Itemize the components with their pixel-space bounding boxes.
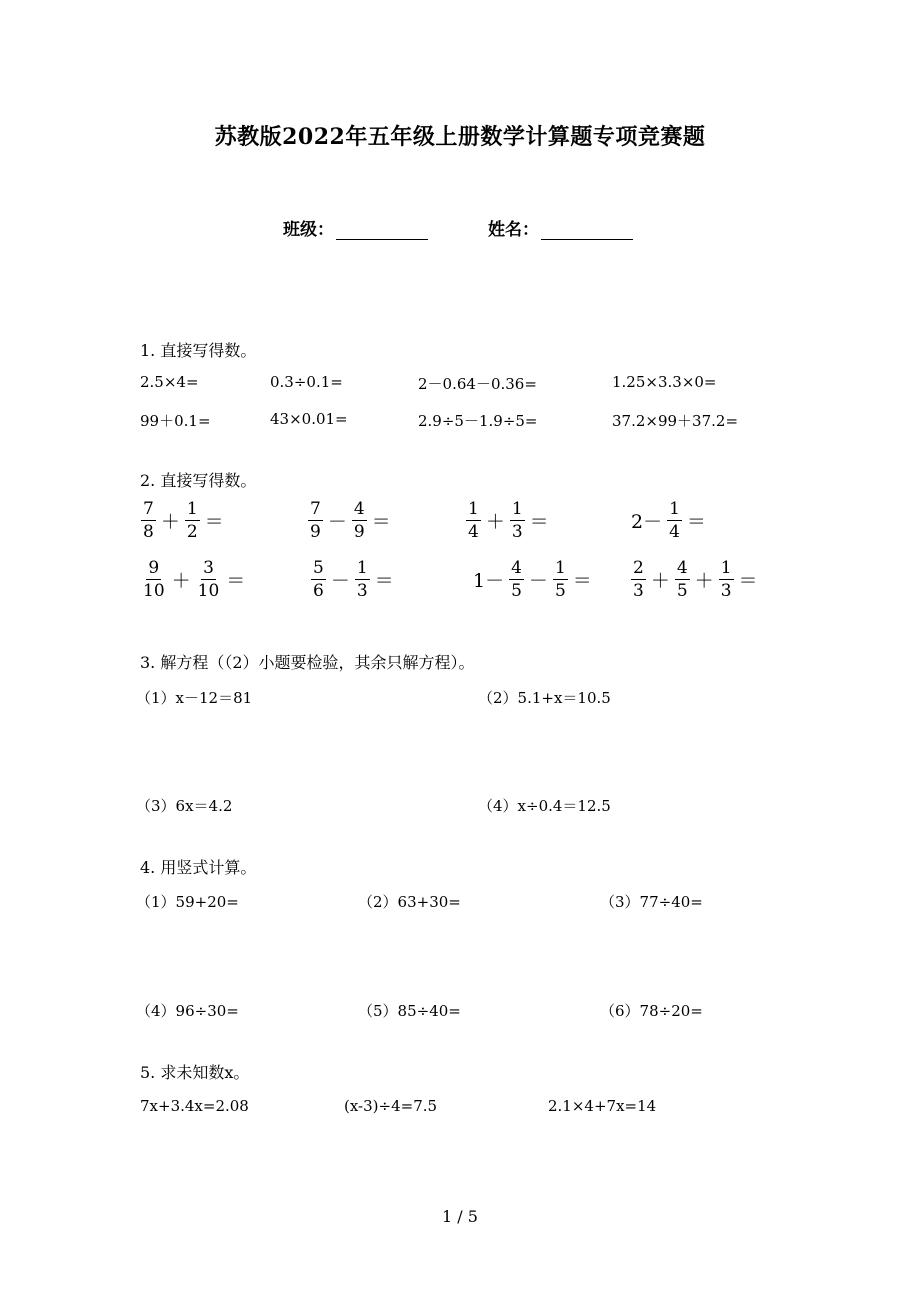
q4-item: （6）78÷20= xyxy=(600,1002,703,1020)
fraction: $\frac{1}{5}$ xyxy=(554,558,566,601)
fraction: $\frac{1}{4}$ xyxy=(669,499,680,542)
fraction: $\frac{1}{3}$ xyxy=(356,558,368,601)
name-label: 姓名： xyxy=(488,220,539,240)
q1-item: 2－0.64－0.36= xyxy=(418,375,537,393)
q5-item: (x-3)÷4=7.5 xyxy=(344,1097,438,1115)
q3-item: （1）x－12＝81 xyxy=(136,689,253,707)
fraction: $\frac{1}{3}$ xyxy=(720,558,732,601)
fraction: $\frac{2}{3}$ xyxy=(633,558,644,601)
q4-item: （5）85÷40= xyxy=(358,1002,461,1020)
fraction: $\frac{1}{4}$ xyxy=(468,499,479,542)
q2-expression-2: $\frac{7}{9}$ － $\frac{4}{9}$ ＝ xyxy=(310,499,391,542)
page-number: 1 / 5 xyxy=(442,1207,478,1226)
q4-item: （1）59+20= xyxy=(136,893,239,911)
page-title: 苏教版2022年五年级上册数学计算题专项竞赛题 xyxy=(214,124,706,150)
fraction: $\frac{7}{8}$ xyxy=(143,499,154,542)
q4-heading: 4. 用竖式计算。 xyxy=(140,858,257,877)
q3-item: （3）6x＝4.2 xyxy=(136,797,233,815)
q1-item: 0.3÷0.1= xyxy=(270,373,343,391)
q4-item: （4）96÷30= xyxy=(136,1002,239,1020)
q1-item: 43×0.01= xyxy=(270,410,348,428)
q1-heading: 1. 直接写得数。 xyxy=(140,341,257,360)
q2-expression-7: 1－ $\frac{4}{5}$ － $\frac{1}{5}$ ＝ xyxy=(473,558,592,601)
fraction: $\frac{4}{9}$ xyxy=(353,499,365,542)
q2-expression-4: 2－ $\frac{1}{4}$ ＝ xyxy=(631,499,706,542)
q2-heading: 2. 直接写得数。 xyxy=(140,471,257,490)
fraction: $\frac{9}{10}$ xyxy=(143,558,165,601)
q1-item: 2.5×4= xyxy=(140,373,199,391)
fraction: $\frac{3}{10}$ xyxy=(197,558,220,601)
class-label: 班级： xyxy=(283,220,334,240)
q1-item: 2.9÷5－1.9÷5= xyxy=(418,412,538,430)
class-blank[interactable] xyxy=(336,221,428,240)
q3-item: （4）x÷0.4＝12.5 xyxy=(478,797,611,815)
fraction: $\frac{1}{2}$ xyxy=(186,499,198,542)
fraction: $\frac{1}{3}$ xyxy=(511,499,523,542)
fraction: $\frac{4}{5}$ xyxy=(676,558,688,601)
q2-expression-5: $\frac{9}{10}$ ＋ $\frac{3}{10}$ ＝ xyxy=(143,558,246,601)
q5-heading: 5. 求未知数x。 xyxy=(140,1063,250,1082)
q1-item: 99＋0.1= xyxy=(140,412,211,430)
fraction: $\frac{4}{5}$ xyxy=(511,558,522,601)
q4-item: （2）63+30= xyxy=(358,893,461,911)
name-field xyxy=(488,215,633,240)
q5-item: 7x+3.4x=2.08 xyxy=(140,1097,249,1115)
fraction: $\frac{7}{9}$ xyxy=(310,499,321,542)
q2-expression-3: $\frac{1}{4}$ ＋ $\frac{1}{3}$ ＝ xyxy=(468,499,549,542)
q3-heading: 3. 解方程（（2）小题要检验，其余只解方程）。 xyxy=(140,653,475,672)
q2-expression-1: $\frac{7}{8}$ ＋ $\frac{1}{2}$ ＝ xyxy=(143,499,224,542)
class-field xyxy=(283,215,428,240)
q3-item: （2）5.1+x＝10.5 xyxy=(478,689,611,707)
q2-expression-6: $\frac{5}{6}$ － $\frac{1}{3}$ ＝ xyxy=(313,558,394,601)
q4-item: （3）77÷40= xyxy=(600,893,703,911)
q1-item: 37.2×99＋37.2= xyxy=(612,412,739,430)
q2-expression-8: $\frac{2}{3}$ ＋ $\frac{4}{5}$ ＋ $\frac{1}{3}$ ＝ xyxy=(633,558,758,601)
q5-item: 2.1×4+7x=14 xyxy=(548,1097,657,1115)
name-blank[interactable] xyxy=(541,221,633,240)
fraction: $\frac{5}{6}$ xyxy=(313,558,324,601)
q1-item: 1.25×3.3×0= xyxy=(612,373,717,391)
